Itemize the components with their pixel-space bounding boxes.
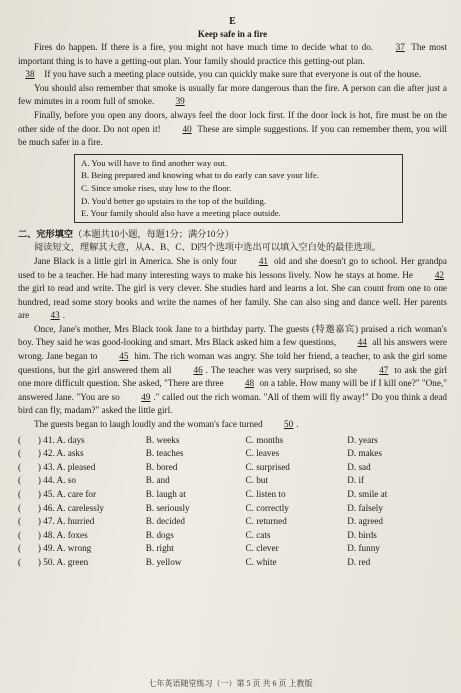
question-row xyxy=(18,502,447,516)
option-a-choice: ) 43. A. pleased xyxy=(37,461,96,472)
option-a-choice: ) 44. A. so xyxy=(37,475,76,486)
blank-43[interactable]: 43 xyxy=(50,310,60,321)
option-b-choice: B. right xyxy=(145,543,174,554)
blank-39[interactable]: 39 xyxy=(175,96,185,107)
cloze-text: all his answers were wrong. Jane began to xyxy=(18,337,448,362)
reading-paragraph-2 xyxy=(18,68,447,82)
question-row xyxy=(18,488,447,502)
blank-50[interactable]: 50 xyxy=(284,419,294,430)
cloze-text: the girl to read and write. The girl is very clever. She studies hard and learns a lot. She can count from one to one hundred, read some story books and write the names of her family. She can also sing and dance well. Her parents are xyxy=(18,283,447,321)
blank-41[interactable]: 41 xyxy=(258,255,268,266)
reading-text: You should also remember that smoke is usually far more dangerous than the fire. A person can die after just a few minutes in a room full of smoke. xyxy=(18,82,447,107)
cloze-text: to ask the girl one more difficult question. She asked, "There are three xyxy=(18,364,448,389)
option-d: D. You'd better go upstairs to the top of the building. xyxy=(81,195,267,206)
cloze-paragraph-2 xyxy=(18,323,447,418)
answer-paren[interactable]: ( xyxy=(18,502,22,513)
option-b: B. Being prepared and knowing what to do early can save your life. xyxy=(81,170,319,181)
option-d-choice: D. smile at xyxy=(347,489,388,499)
option-a-choice: ) 46. A. carelessly xyxy=(37,502,105,513)
answer-paren[interactable]: ( xyxy=(18,434,22,445)
option-b-choice: B. laugh at xyxy=(145,489,186,499)
cloze-text: . The teacher was very surprised, so she xyxy=(205,364,358,375)
reading-paragraph-1 xyxy=(18,41,447,68)
section-2-instruction: 阅读短文，理解其大意，从A、B、C、D四个选项中选出可以填入空白处的最佳选项。 xyxy=(34,242,382,253)
page-footer: 七年英语随堂练习（一）第 5 页 共 6 页 上教版 xyxy=(148,679,313,688)
cloze-text: Once, Jane's mother, Mrs Black took Jane to a birthday party. The guests (特邀嘉宾) praised a rich woman's boy. They said he was good-looking and smart. Mrs Black asked him a few questions, xyxy=(18,323,447,348)
reading-text: These are simple suggestions. If you can remember them, you will be much safer in a fire. xyxy=(18,123,447,148)
option-a-choice: ) 48. A. foxes xyxy=(37,529,88,540)
cloze-paragraph-1 xyxy=(18,255,447,323)
answer-paren[interactable]: ( xyxy=(18,516,22,527)
blank-40[interactable]: 40 xyxy=(182,123,192,134)
cloze-text: him. The rich woman was angry. She told her friend, a teacher, to ask the girl some questions, but the girl answered them all xyxy=(18,351,447,375)
answer-paren[interactable]: ( xyxy=(18,461,22,472)
question-options-table xyxy=(18,434,447,570)
section-2-note: （本题共10小题，每题1分；满分10分） xyxy=(73,228,234,239)
question-row xyxy=(18,542,447,556)
answer-paren[interactable]: ( xyxy=(18,543,22,554)
option-c-choice: C. months xyxy=(245,434,284,445)
option-b-choice: B. teaches xyxy=(145,448,184,459)
option-a-choice: ) 42. A. asks xyxy=(37,448,84,459)
option-c-choice: C. correctly xyxy=(245,502,289,513)
question-row xyxy=(18,556,447,570)
option-a-choice: ) 45. A. care for xyxy=(37,489,97,499)
option-c: C. Since smoke rises, stay low to the floor. xyxy=(81,182,232,193)
option-a-choice: ) 50. A. green xyxy=(37,556,89,567)
blank-45[interactable]: 45 xyxy=(119,351,129,362)
option-d-choice: D. years xyxy=(347,434,378,445)
section-letter: E xyxy=(229,16,236,27)
option-b-choice: B. yellow xyxy=(145,556,182,567)
cloze-text: Jane Black is a little girl in America. She is only four xyxy=(34,255,237,266)
option-c-choice: C. white xyxy=(245,556,277,567)
option-d-choice: D. birds xyxy=(347,529,377,540)
answer-paren[interactable]: ( xyxy=(18,529,22,540)
option-c-choice: C. leaves xyxy=(245,448,280,459)
section-2-title: 二、完形填空 xyxy=(18,228,74,239)
option-d-choice: D. falsely xyxy=(347,502,383,513)
option-e: E. Your family should also have a meeting place outside. xyxy=(81,208,281,219)
cloze-paragraph-3 xyxy=(18,418,447,432)
blank-48[interactable]: 48 xyxy=(244,378,255,389)
option-b-choice: B. bored xyxy=(145,461,178,472)
option-a: A. You will have to find another way out. xyxy=(81,157,227,168)
option-b-choice: B. and xyxy=(145,475,170,486)
cloze-text: The guests began to laugh loudly and the woman's face turned xyxy=(34,419,263,430)
blank-49[interactable]: 49 xyxy=(141,391,151,402)
option-a-choice: ) 41. A. days xyxy=(37,434,85,445)
passage-title: Keep safe in a fire xyxy=(197,29,268,39)
answer-paren[interactable]: ( xyxy=(18,448,22,459)
option-c-choice: C. but xyxy=(245,475,268,486)
answer-paren[interactable]: ( xyxy=(18,556,22,567)
option-a-choice: ) 47. A. hurried xyxy=(37,516,95,527)
question-row xyxy=(18,434,447,448)
cloze-text: on a table. How many will be if I kill one?" "One," answered Jane. "You are so xyxy=(18,378,448,402)
question-row xyxy=(18,461,447,475)
reading-text: Finally, before you open any doors, always feel the door lock first. If the door lock is hot, fire must be on the other side of the door. Do not open it! xyxy=(18,109,447,134)
question-row xyxy=(18,474,447,488)
blank-38[interactable]: 38 xyxy=(25,69,35,80)
option-d-choice: D. red xyxy=(347,556,371,567)
answer-paren[interactable]: ( xyxy=(18,475,22,486)
option-d-choice: D. makes xyxy=(347,448,382,459)
reading-text: Fires do happen. If there is a fire, you might not have much time to decide what to do. xyxy=(34,42,374,52)
section-2-heading xyxy=(18,228,447,242)
answer-paren[interactable]: ( xyxy=(18,489,22,499)
option-c-choice: C. clever xyxy=(245,543,279,554)
cloze-text: . xyxy=(296,419,299,430)
reading-paragraph-3 xyxy=(18,82,447,109)
option-c-choice: C. cats xyxy=(245,529,271,540)
reading-paragraph-4 xyxy=(18,109,447,150)
option-a-choice: ) 49. A. wrong xyxy=(37,543,92,554)
option-d-choice: D. sad xyxy=(347,461,371,472)
option-b-choice: B. decided xyxy=(145,516,186,527)
option-c-choice: C. surprised xyxy=(245,461,290,472)
cloze-text: old and she doesn't go to school. Her grandpa used to be a teacher. He had many interesting ways to make his lessons lively. Now he stays at home. He xyxy=(18,255,447,280)
option-d-choice: D. funny xyxy=(347,543,380,554)
reading-text: The most important thing is to have a getting-out plan. Your family should practice this getting-out plan. xyxy=(18,42,448,66)
blank-44[interactable]: 44 xyxy=(357,337,367,348)
option-d-choice: D. agreed xyxy=(347,516,383,527)
blank-37[interactable]: 37 xyxy=(395,42,405,52)
reading-text: If you have such a meeting place outside, you can quickly make sure that everyone is out of the house. xyxy=(44,69,422,80)
question-row xyxy=(18,529,447,543)
option-b-choice: B. seriously xyxy=(145,502,190,513)
cloze-text: . xyxy=(62,310,65,321)
blank-47[interactable]: 47 xyxy=(379,364,389,375)
option-c-choice: C. listen to xyxy=(245,489,286,499)
question-row xyxy=(18,515,447,529)
option-b-choice: B. dogs xyxy=(145,529,174,540)
blank-46[interactable]: 46 xyxy=(193,364,203,375)
cloze-text: ." called out the rich woman. "All of them will fly away!" Do you think a dead bird can fly, madam?" asked the little girl. xyxy=(18,391,447,416)
option-b-choice: B. weeks xyxy=(145,434,180,445)
blank-42[interactable]: 42 xyxy=(434,269,445,280)
question-row xyxy=(18,447,447,461)
option-c-choice: C. returned xyxy=(245,516,287,527)
options-box xyxy=(74,154,403,223)
option-d-choice: D. if xyxy=(347,475,365,486)
